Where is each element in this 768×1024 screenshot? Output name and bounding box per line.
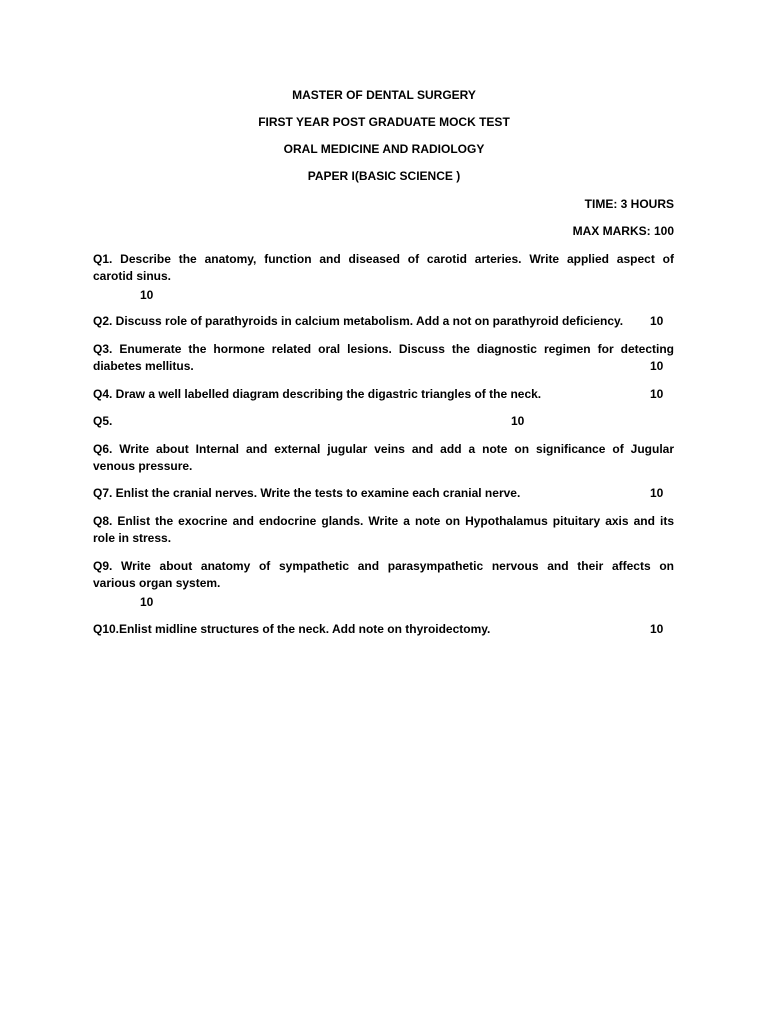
question-2: Q2. Discuss role of parathyroids in calcium metabolism. Add a not on parathyroid deficiency. [93,314,624,328]
question-4: Q4. Draw a well labelled diagram describing the digastric triangles of the neck. [93,387,542,401]
question-3-line-1: Q3. Enumerate the hormone related oral lesions. Discuss the diagnostic regimen for detecting [93,342,674,356]
question-7: Q7. Enlist the cranial nerves. Write the tests to examine each cranial nerve. [93,486,521,500]
degree-title: MASTER OF DENTAL SURGERY [292,88,476,102]
question-9-line-1: Q9. Write about anatomy of sympathetic and parasympathetic nervous and their affects on [93,559,674,573]
question-7-marks: 10 [650,486,664,500]
question-1 [93,251,674,285]
question-3-marks: 10 [650,359,664,373]
test-title: FIRST YEAR POST GRADUATE MOCK TEST [258,115,510,129]
question-8-line-1: Q8. Enlist the exocrine and endocrine glands. Write a note on Hypothalamus pituitary axis and its [93,514,674,528]
question-3-line-2: diabetes mellitus. [93,359,194,373]
question-9 [93,558,674,592]
question-10-marks: 10 [650,622,664,636]
subject-title: ORAL MEDICINE AND RADIOLOGY [283,142,485,156]
question-1-line-2: carotid sinus. [93,269,172,283]
paper-title: PAPER I(BASIC SCIENCE ) [307,169,461,183]
question-8 [93,513,674,547]
question-9-marks: 10 [140,595,154,609]
question-10: Q10.Enlist midline structures of the neck. Add note on thyroidectomy. [93,622,491,636]
question-4-marks: 10 [650,387,664,401]
question-5: Q5. [93,414,113,428]
question-3 [93,341,674,375]
time-label: TIME: 3 HOURS [584,197,674,211]
max-marks-label: MAX MARKS: 100 [572,224,674,238]
question-6 [93,441,674,475]
question-6-line-2: venous pressure. [93,459,193,473]
question-2-marks: 10 [650,314,664,328]
question-1-line-1: Q1. Describe the anatomy, function and diseased of carotid arteries. Write applied aspect of [93,252,674,266]
question-8-line-2: role in stress. [93,531,172,545]
question-5-marks: 10 [511,414,525,428]
question-9-line-2: various organ system. [93,576,221,590]
question-6-line-1: Q6. Write about Internal and external jugular veins and add a note on significance of Jugular [93,442,674,456]
question-1-marks: 10 [140,288,154,302]
